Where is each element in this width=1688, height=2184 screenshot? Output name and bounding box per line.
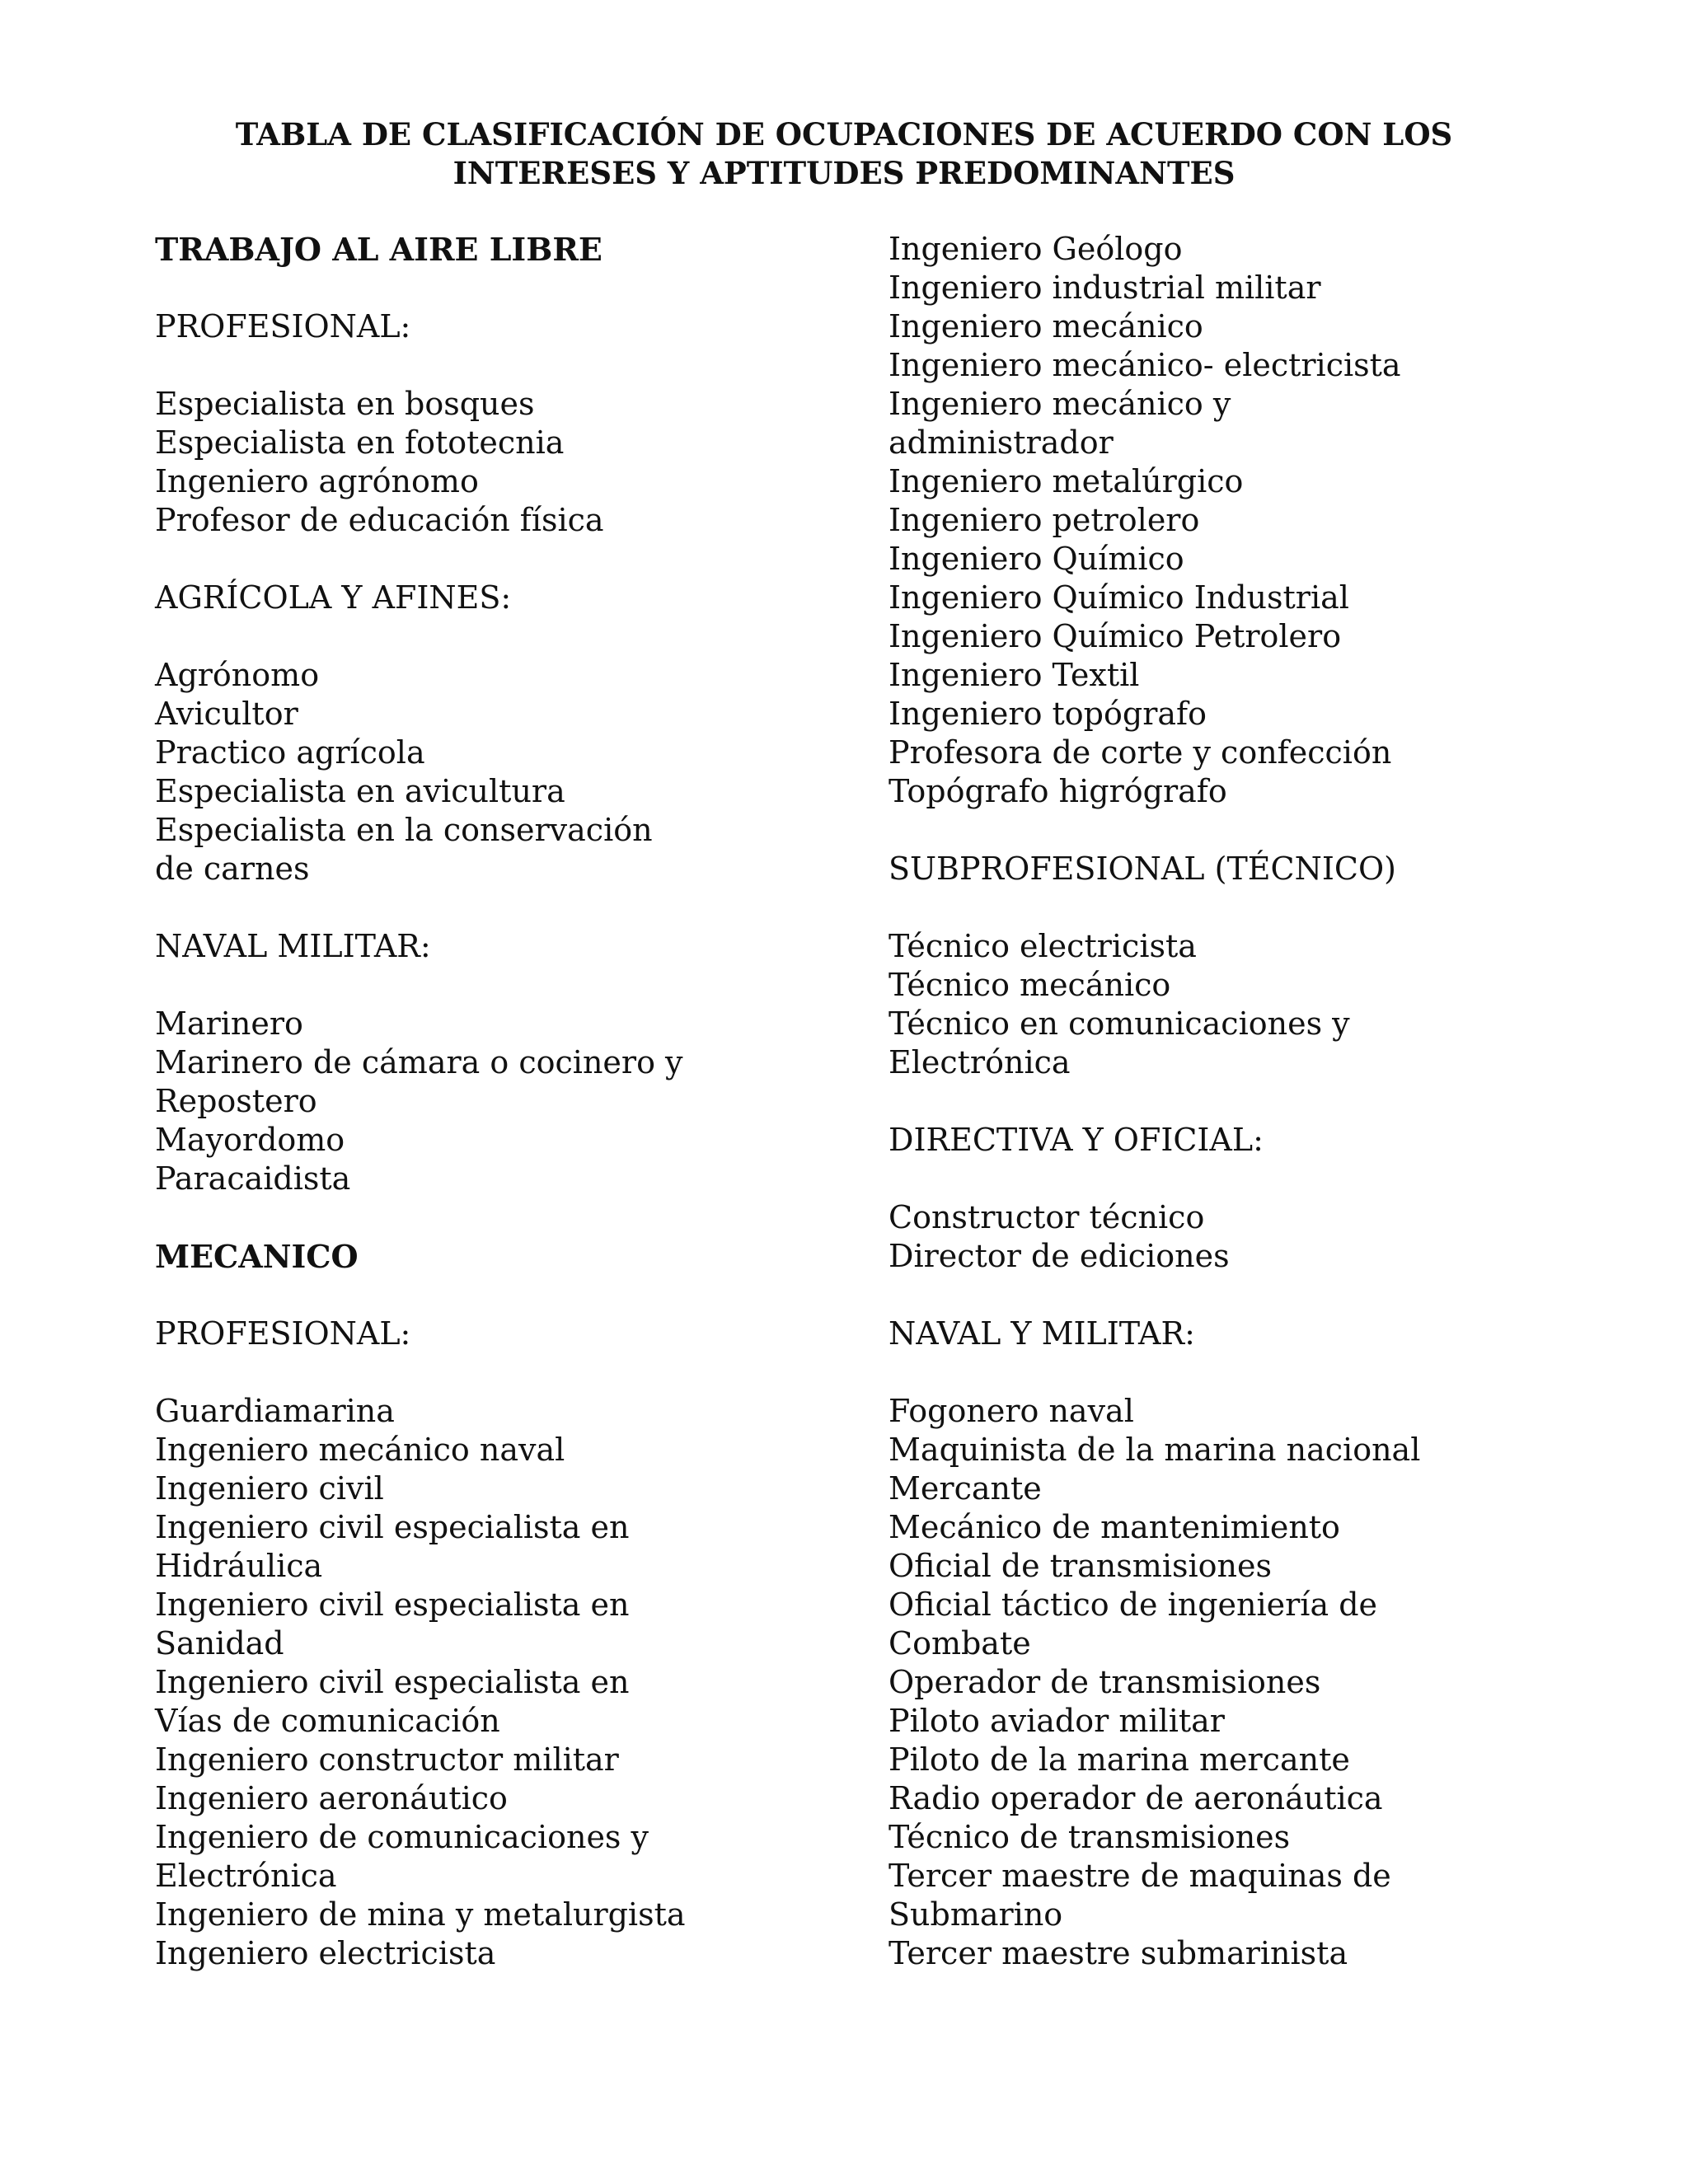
occupation-item: Avicultor [155, 696, 298, 732]
occupation-item: Vías de comunicación [155, 1703, 500, 1739]
occupation-item: Maquinista de la marina nacional [889, 1432, 1421, 1468]
right-column [889, 230, 1614, 1973]
blank-line [155, 346, 864, 385]
occupation-item: Sanidad [155, 1625, 284, 1661]
left-column [155, 230, 864, 1973]
occupation-item: Electrónica [889, 1044, 1071, 1080]
occupation-item: Tercer maestre de maquinas de [889, 1858, 1391, 1894]
occupation-item: Operador de transmisiones [889, 1664, 1321, 1700]
blank-line [889, 1353, 1614, 1392]
occupation-item: Ingeniero Geólogo [889, 231, 1183, 267]
subheading: PROFESIONAL: [155, 308, 411, 344]
occupation-item: Ingeniero electricista [155, 1935, 496, 1971]
blank-line [889, 1082, 1614, 1121]
section-heading: MECANICO [155, 1238, 359, 1275]
occupation-item: Ingeniero Químico Petrolero [889, 618, 1342, 654]
occupation-item: Submarino [889, 1896, 1063, 1933]
occupation-item: Ingeniero topógrafo [889, 696, 1207, 732]
blank-line [155, 540, 864, 579]
occupation-item: Tercer maestre submarinista [889, 1935, 1348, 1971]
subheading: DIRECTIVA Y OFICIAL: [889, 1122, 1264, 1158]
occupation-item: Especialista en bosques [155, 386, 535, 422]
blank-line [889, 1160, 1614, 1198]
occupation-item: Ingeniero constructor militar [155, 1741, 619, 1778]
occupation-item: Combate [889, 1625, 1031, 1661]
occupation-item: Mayordomo [155, 1122, 345, 1158]
occupation-item: Constructor técnico [889, 1199, 1205, 1235]
occupation-item: Profesor de educación física [155, 502, 604, 538]
occupation-item: Ingeniero civil especialista en [155, 1509, 630, 1545]
subheading: NAVAL Y MILITAR: [889, 1315, 1195, 1352]
blank-line [155, 888, 864, 927]
occupation-item: Fogonero naval [889, 1393, 1134, 1429]
occupation-item: Especialista en fototecnia [155, 424, 565, 461]
title-line-1: TABLA DE CLASIFICACIÓN DE OCUPACIONES DE ACUERDO CON LOS [235, 116, 1453, 152]
occupation-item: Ingeniero metalúrgico [889, 463, 1244, 499]
occupation-item: Oficial de transmisiones [889, 1548, 1272, 1584]
subheading: AGRÍCOLA Y AFINES: [155, 579, 512, 616]
occupation-item: Profesora de corte y confección [889, 734, 1392, 771]
blank-line [155, 1198, 864, 1237]
occupation-item: Ingeniero civil [155, 1470, 384, 1507]
occupation-item: Técnico mecánico [889, 967, 1171, 1003]
occupation-item: Técnico electricista [889, 928, 1197, 964]
occupation-item: Ingeniero mecánico naval [155, 1432, 565, 1468]
blank-line [889, 811, 1614, 850]
document-title [0, 115, 1688, 193]
occupation-item: Ingeniero mecánico- electricista [889, 347, 1401, 383]
occupation-item: Director de ediciones [889, 1238, 1230, 1274]
occupation-item: Ingeniero agrónomo [155, 463, 479, 499]
occupation-item: Ingeniero mecánico y [889, 386, 1231, 422]
occupation-item: Ingeniero Textil [889, 657, 1140, 693]
occupation-item: Técnico de transmisiones [889, 1819, 1291, 1855]
occupation-item: Ingeniero civil especialista en [155, 1664, 630, 1700]
occupation-item: Técnico en comunicaciones y [889, 1005, 1350, 1042]
occupation-item: Repostero [155, 1083, 317, 1119]
blank-line [155, 966, 864, 1005]
occupation-item: Paracaidista [155, 1160, 351, 1197]
occupation-item: administrador [889, 424, 1114, 461]
blank-line [155, 269, 864, 307]
subheading: NAVAL MILITAR: [155, 928, 431, 964]
occupation-item: Guardiamarina [155, 1393, 395, 1429]
blank-line [155, 1353, 864, 1392]
occupation-item: Piloto aviador militar [889, 1703, 1225, 1739]
occupation-item: Practico agrícola [155, 734, 425, 771]
subheading: PROFESIONAL: [155, 1315, 411, 1352]
occupation-item: Ingeniero civil especialista en [155, 1586, 630, 1623]
occupation-item: Electrónica [155, 1858, 337, 1894]
occupation-item: Marinero [155, 1005, 303, 1042]
occupation-item: Ingeniero aeronáutico [155, 1780, 508, 1816]
title-line-2: INTERESES Y APTITUDES PREDOMINANTES [452, 155, 1236, 191]
occupation-item: de carnes [155, 851, 310, 887]
occupation-item: Mecánico de mantenimiento [889, 1509, 1340, 1545]
occupation-item: Ingeniero industrial militar [889, 269, 1321, 306]
occupation-item: Oficial táctico de ingeniería de [889, 1586, 1378, 1623]
blank-line [155, 1276, 864, 1315]
section-heading: TRABAJO AL AIRE LIBRE [155, 231, 603, 268]
occupation-item: Marinero de cámara o cocinero y [155, 1044, 683, 1080]
occupation-item: Ingeniero mecánico [889, 308, 1203, 344]
occupation-item: Especialista en avicultura [155, 773, 565, 809]
blank-line [155, 617, 864, 656]
occupation-item: Ingeniero Químico [889, 541, 1184, 577]
occupation-item: Topógrafo higrógrafo [889, 773, 1227, 809]
occupation-item: Ingeniero de mina y metalurgista [155, 1896, 686, 1933]
occupation-item: Mercante [889, 1470, 1042, 1507]
subheading: SUBPROFESIONAL (TÉCNICO) [889, 851, 1396, 887]
blank-line [889, 888, 1614, 927]
occupation-item: Ingeniero Químico Industrial [889, 579, 1349, 616]
occupation-item: Ingeniero petrolero [889, 502, 1200, 538]
occupation-item: Agrónomo [155, 657, 320, 693]
occupation-item: Radio operador de aeronáutica [889, 1780, 1383, 1816]
occupation-item: Hidráulica [155, 1548, 323, 1584]
occupation-item: Piloto de la marina mercante [889, 1741, 1350, 1778]
occupation-item: Especialista en la conservación [155, 812, 653, 848]
occupation-item: Ingeniero de comunicaciones y [155, 1819, 649, 1855]
blank-line [889, 1276, 1614, 1315]
